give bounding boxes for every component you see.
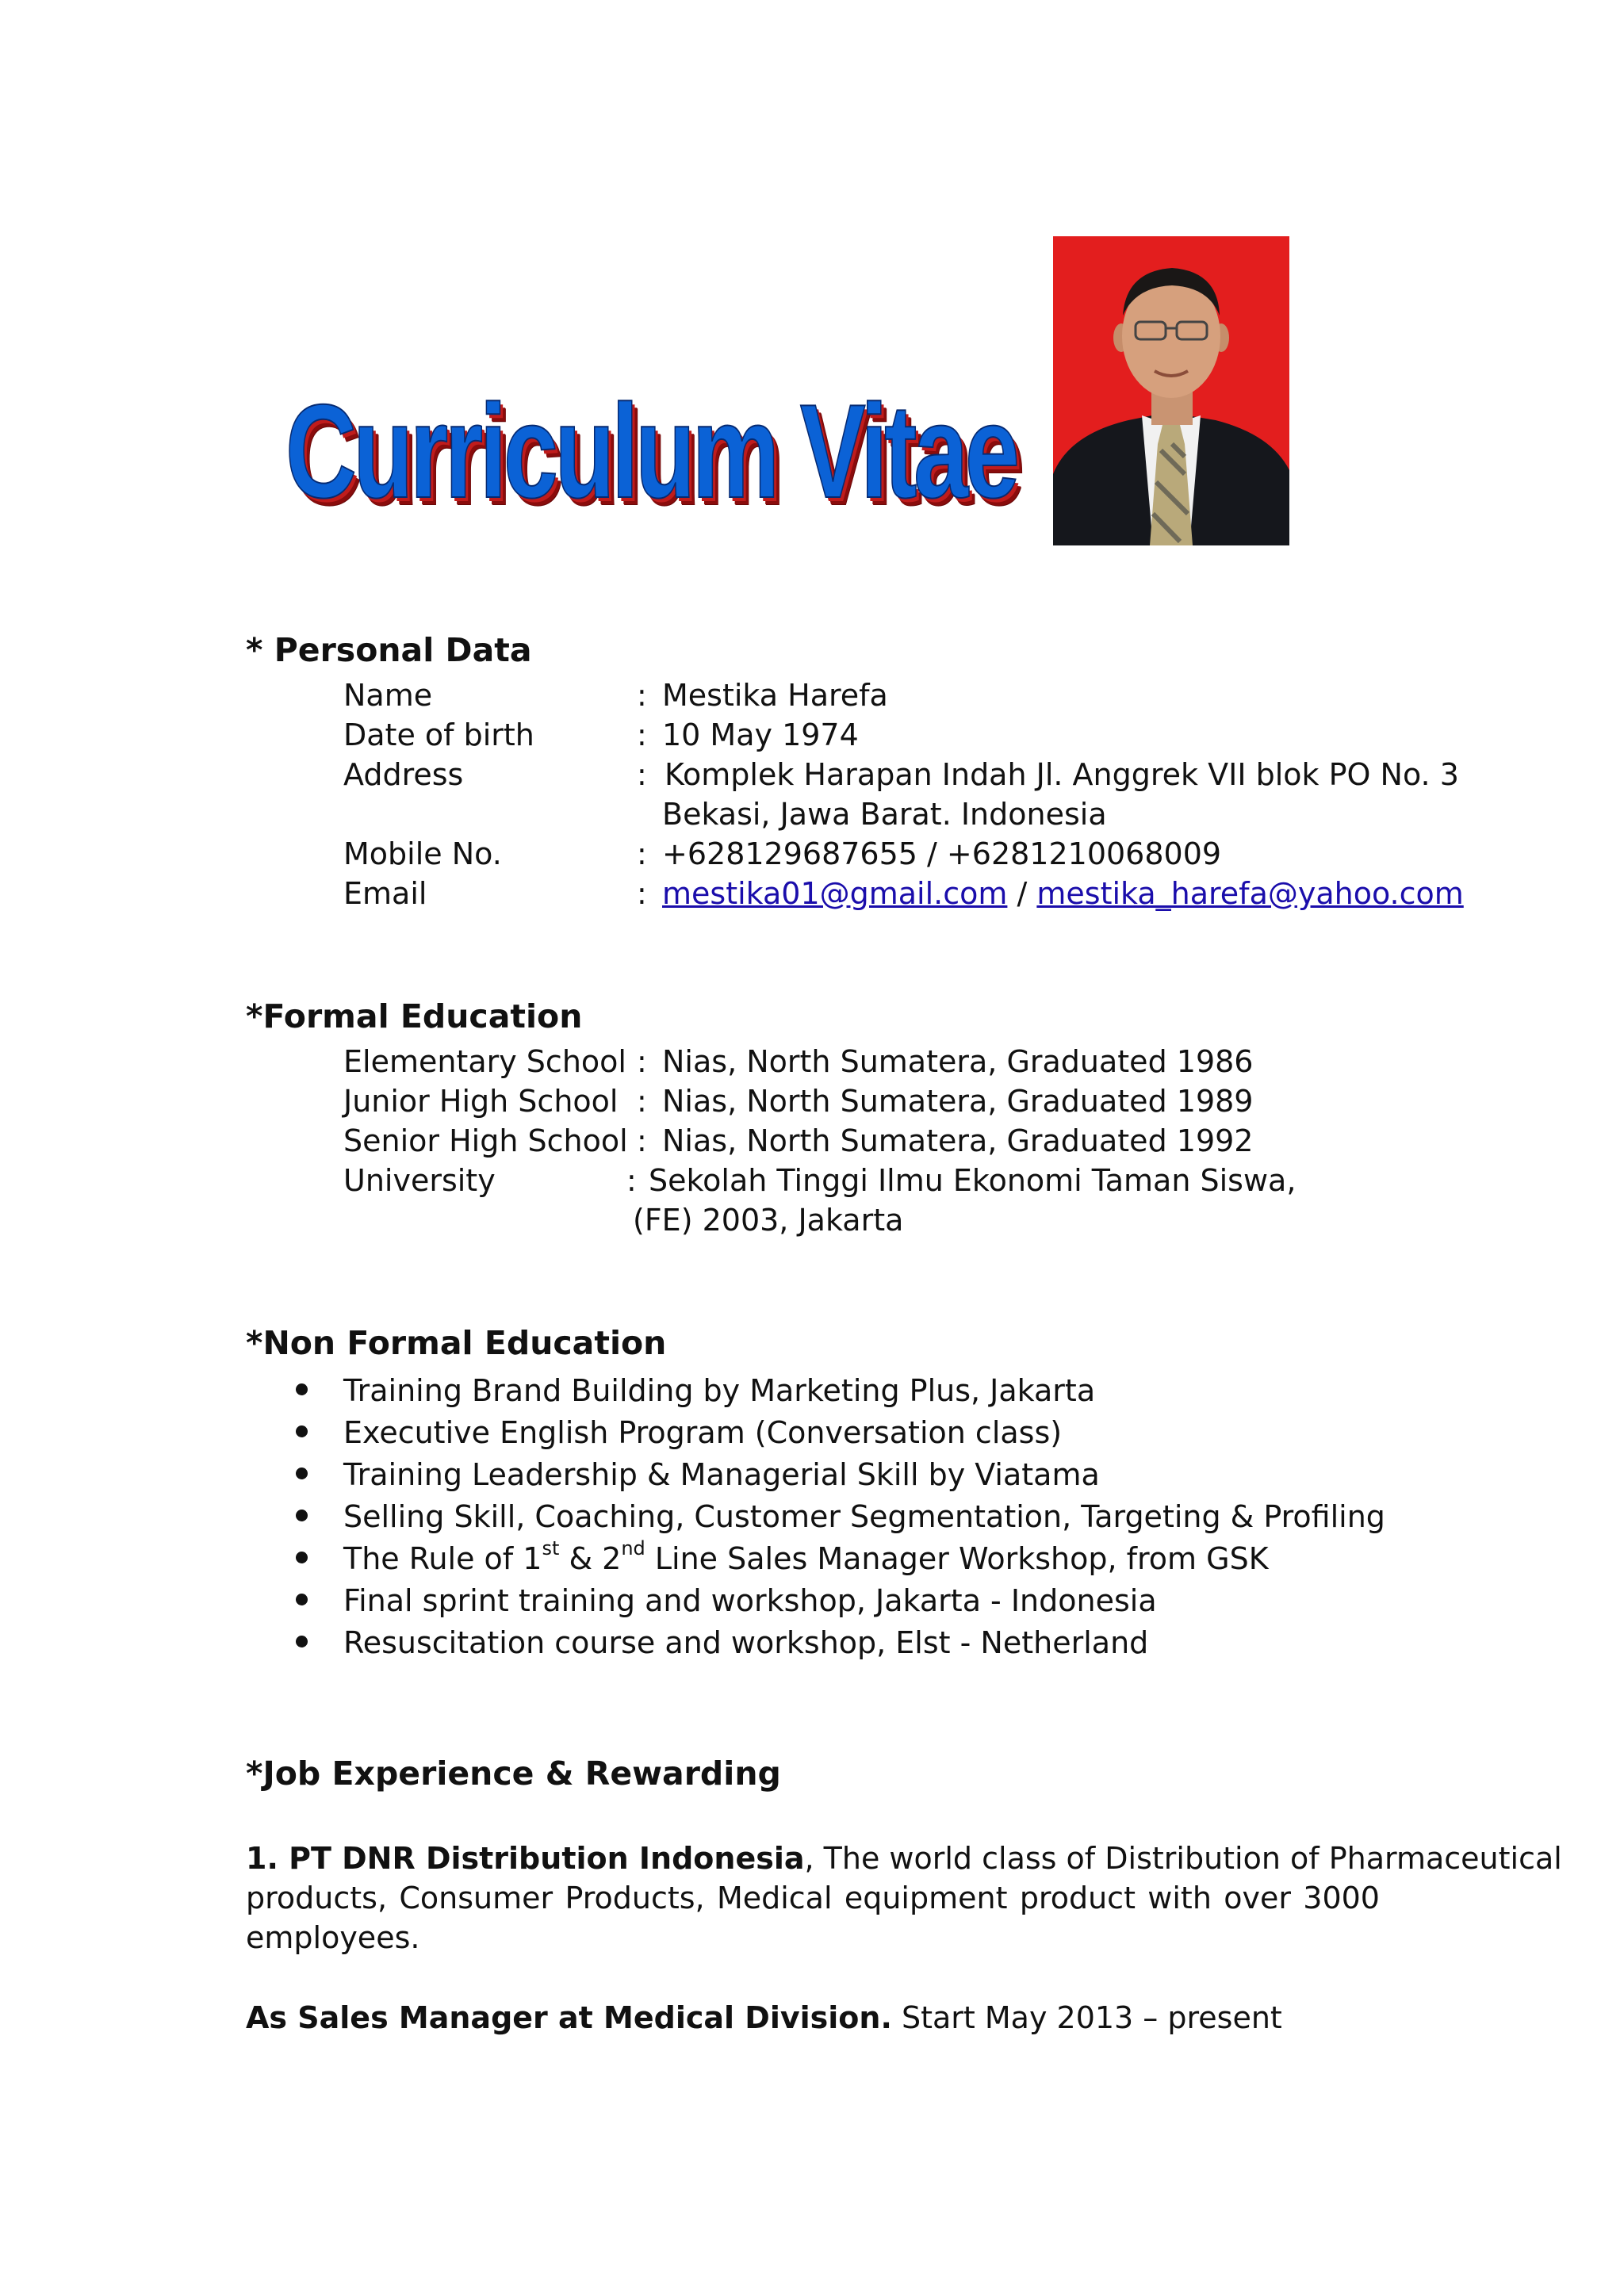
- item-text: & 2: [559, 1541, 622, 1576]
- word: over: [1224, 1881, 1291, 1915]
- colon: :: [637, 1123, 647, 1158]
- senior-high-label: Senior High School: [343, 1123, 628, 1158]
- company-line-2: [246, 1883, 1380, 1913]
- mobile-label: Mobile No.: [343, 836, 502, 871]
- email-link-yahoo[interactable]: mestika_harefa@yahoo.com: [1036, 876, 1464, 911]
- non-formal-education-heading: *Non Formal Education: [246, 1324, 667, 1362]
- list-item: Final sprint training and workshop, Jakarta - Indonesia: [343, 1583, 1157, 1618]
- cv-title: Curriculum Vitae: [285, 377, 1017, 526]
- word: equipment: [844, 1881, 1008, 1915]
- colon: :: [637, 876, 647, 911]
- company-desc: , The world class of Distribution of Pharmaceutical: [804, 1841, 1562, 1876]
- bullet-icon: [296, 1510, 308, 1521]
- elementary-value: Nias, North Sumatera, Graduated 1986: [662, 1044, 1254, 1079]
- address-label: Address: [343, 757, 464, 792]
- dob-label: Date of birth: [343, 718, 534, 752]
- bullet-icon: [296, 1594, 308, 1605]
- dob-value: 10 May 1974: [662, 718, 859, 752]
- superscript: nd: [621, 1537, 645, 1560]
- email-label: Email: [343, 876, 427, 911]
- bullet-icon: [296, 1383, 308, 1395]
- personal-data-heading: * Personal Data: [246, 631, 532, 669]
- item-text: The Rule of 1: [343, 1541, 542, 1576]
- word: product: [1019, 1881, 1136, 1915]
- position-title: As Sales Manager at Medical Division.: [246, 2000, 892, 2035]
- email-value: [662, 878, 1464, 909]
- elementary-label: Elementary School: [343, 1044, 626, 1079]
- job-experience-heading: *Job Experience & Rewarding: [246, 1755, 781, 1793]
- junior-high-value: Nias, North Sumatera, Graduated 1989: [662, 1084, 1254, 1119]
- junior-high-label: Junior High School: [343, 1084, 619, 1119]
- colon: :: [637, 678, 647, 713]
- profile-photo: [1053, 236, 1289, 545]
- name-value: Mestika Harefa: [662, 678, 888, 713]
- bullet-icon: [296, 1425, 308, 1437]
- university-value-line2: (FE) 2003, Jakarta: [633, 1203, 904, 1238]
- position-line: [246, 2000, 1282, 2035]
- colon: :: [637, 836, 647, 871]
- superscript: st: [542, 1537, 560, 1560]
- list-item: [343, 1537, 1269, 1576]
- senior-high-value: Nias, North Sumatera, Graduated 1992: [662, 1123, 1254, 1158]
- address-value-line2: Bekasi, Jawa Barat. Indonesia: [662, 797, 1107, 832]
- list-item: Training Brand Building by Marketing Plus, Jakarta: [343, 1373, 1096, 1408]
- company-name: 1. PT DNR Distribution Indonesia: [246, 1841, 805, 1876]
- name-label: Name: [343, 678, 433, 713]
- item-text: Line Sales Manager Workshop, from GSK: [645, 1541, 1269, 1576]
- colon: :: [637, 718, 647, 752]
- word: with: [1147, 1881, 1212, 1915]
- colon: :: [637, 757, 647, 792]
- company-line-1: [246, 1841, 1562, 1876]
- formal-education-heading: *Formal Education: [246, 997, 583, 1035]
- word: products,: [246, 1881, 388, 1915]
- colon: :: [626, 1163, 637, 1198]
- colon: :: [637, 1084, 647, 1119]
- word: Medical: [716, 1881, 833, 1915]
- list-item: Selling Skill, Coaching, Customer Segmentation, Targeting & Profiling: [343, 1499, 1385, 1534]
- word: Consumer: [399, 1881, 553, 1915]
- list-item: Training Leadership & Managerial Skill by Viatama: [343, 1457, 1100, 1492]
- university-value-line1: Sekolah Tinggi Ilmu Ekonomi Taman Siswa,: [649, 1163, 1297, 1198]
- bullet-icon: [296, 1636, 308, 1647]
- address-value-line1: Komplek Harapan Indah Jl. Anggrek VII blok PO No. 3: [665, 757, 1459, 792]
- email-link-gmail[interactable]: mestika01@gmail.com: [662, 876, 1008, 911]
- list-item: Resuscitation course and workshop, Elst - Netherland: [343, 1625, 1149, 1660]
- university-label: University: [343, 1163, 496, 1198]
- bullet-icon: [296, 1468, 308, 1479]
- position-period: Start May 2013 – present: [891, 2000, 1282, 2035]
- company-line-3: employees.: [246, 1920, 420, 1955]
- word: Products,: [565, 1881, 705, 1915]
- bullet-icon: [296, 1552, 308, 1563]
- email-separator: /: [1007, 876, 1037, 911]
- word: 3000: [1303, 1881, 1380, 1915]
- colon: :: [637, 1044, 647, 1079]
- mobile-value: +628129687655 / +6281210068009: [662, 836, 1222, 871]
- list-item: Executive English Program (Conversation class): [343, 1415, 1063, 1450]
- portrait-image: [1053, 236, 1289, 545]
